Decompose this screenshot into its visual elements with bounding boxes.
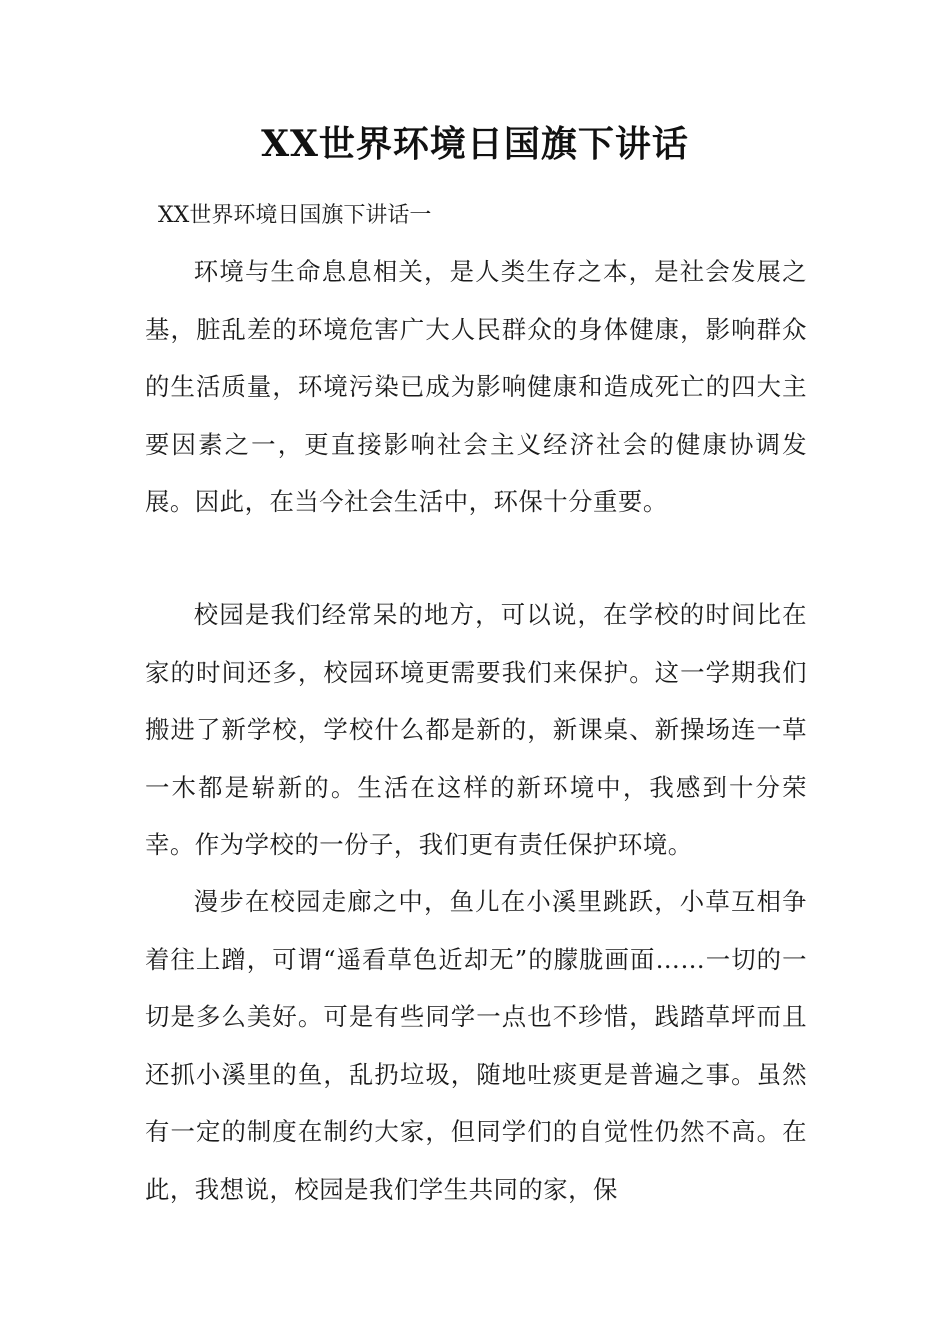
- paragraph-2: 校园是我们经常呆的地方，可以说，在学校的时间比在家的时间还多，校园环境更需要我们来保护。这一学期我们搬进了新学校，学校什么都是新的，新课桌、新操场连一草一木都是崭新的。生活在这样的新环境中，我感到十分荣幸。作为学校的一份子，我们更有责任保护环境。: [145, 600, 807, 859]
- document-subtitle: XX世界环境日国旗下讲话一: [158, 203, 432, 228]
- document-title: XX世界环境日国旗下讲话: [261, 123, 689, 165]
- paragraph-3: 漫步在校园走廊之中，鱼儿在小溪里跳跃，小草互相争着往上蹭，可谓“遥看草色近却无”的朦胧画面……一切的一切是多么美好。可是有些同学一点也不珍惜，践踏草坪而且还抓小溪里的鱼，乱扔垃圾，随地吐痰更是普遍之事。虽然有一定的制度在制约大家，但同学们的自觉性仍然不高。在此，我想说，校园是我们学生共同的家，保: [145, 887, 807, 1204]
- paragraph-1: 环境与生命息息相关，是人类生存之本，是社会发展之基，脏乱差的环境危害广大人民群众的身体健康，影响群众的生活质量，环境污染已成为影响健康和造成死亡的四大主要因素之一，更直接影响社会主义经济社会的健康协调发展。因此，在当今社会生活中，环保十分重要。: [145, 257, 807, 516]
